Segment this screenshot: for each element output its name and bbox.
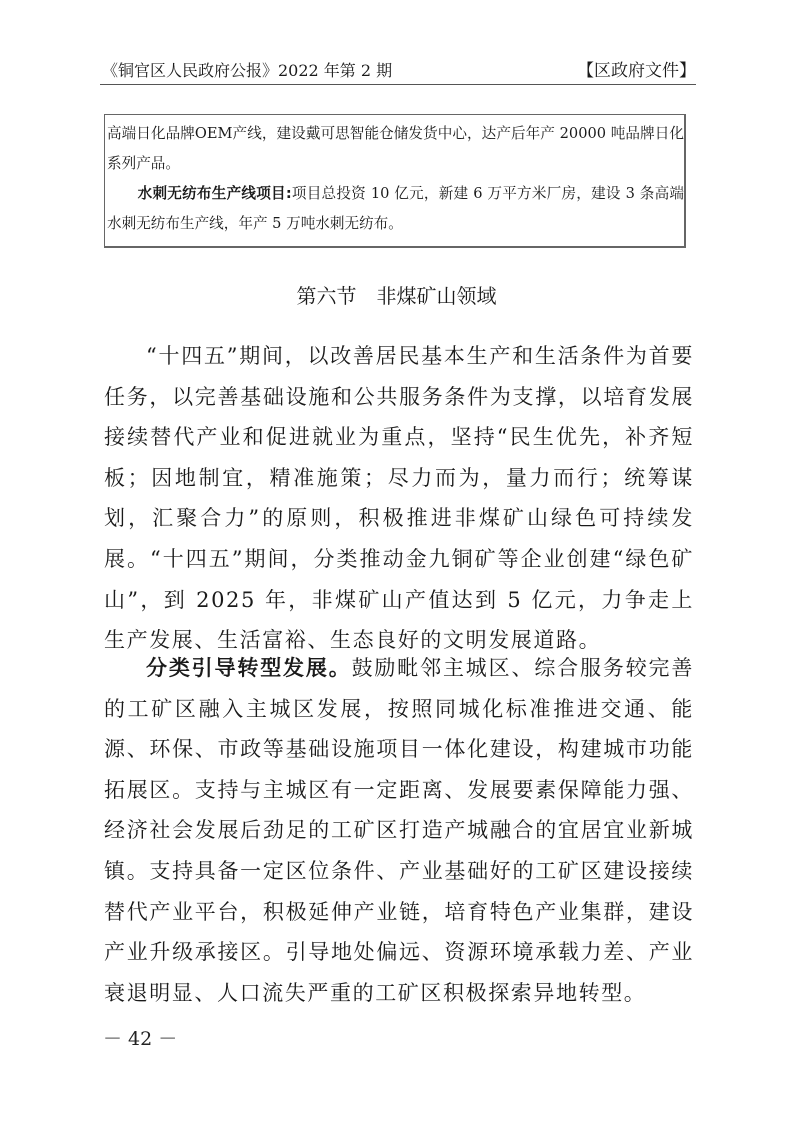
document-category: 【区政府文件】 [577, 61, 696, 81]
paragraph-body: 鼓励毗邻主城区、综合服务较完善的工矿区融入主城区发展，按照同城化标准推进交通、能源、环保、市政等基础设施项目一体化建设，构建城市功能拓展区。支持与主城区有一定距离、发展要素保障能力强、经济社会发展后劲足的工矿区打造产城融合的宜居宜业新城镇。支持具备一定区位条件、产业基础好的工矿区建设接续替代产业平台，积极延伸产业链，培育特色产业集群，建设产业升级承接区。引导地处偏远、资源环境承载力差、产业衰退明显、人口流失严重的工矿区积极探索异地转型。 [104, 656, 694, 1005]
page-number: － 42 － [103, 1028, 178, 1050]
section-title: 第六节 非煤矿山领域 [296, 284, 497, 308]
project-description: 项目总投资 10 亿元，新建 6 万平方米厂房，建设 3 条高端水刺无纺布生产线，年产 5 万吨水刺无纺布。 [107, 185, 684, 232]
body-paragraph-2 [104, 648, 694, 1013]
project-name: 水刺无纺布生产线项目: [137, 185, 292, 202]
body-paragraph-1-container [104, 336, 694, 661]
body-paragraph-1: “十四五”期间，以改善居民基本生产和生活条件为首要任务，以完善基础设施和公共服务条件为支撑，以培育发展接续替代产业和促进就业为重点，坚持“民生优先，补齐短板；因地制宜，精准施策；尽力而为，量力而行；统筹谋划，汇聚合力”的原则，积极推进非煤矿山绿色可持续发展。“十四五”期间，分类推动金九铜矿等企业创建“绿色矿山”，到 2025 年，非煤矿山产值达到 5 亿元，力争走上生产发展、生活富裕、生态良好的文明发展道路。 [104, 344, 694, 653]
body-paragraph-2-container [104, 648, 694, 1013]
box-paragraph-1: 高端日化品牌OEM产线，建设戴可思智能仓储发货中心，达产后年产 20000 吨品牌日化系列产品。 [107, 125, 684, 172]
paragraph-lead-heading: 分类引导转型发展。 [146, 656, 352, 680]
project-box [104, 114, 686, 248]
page-header [100, 58, 696, 85]
publication-title: 《铜官区人民政府公报》2022 年第 2 期 [102, 61, 393, 80]
box-paragraph-2 [107, 179, 684, 239]
